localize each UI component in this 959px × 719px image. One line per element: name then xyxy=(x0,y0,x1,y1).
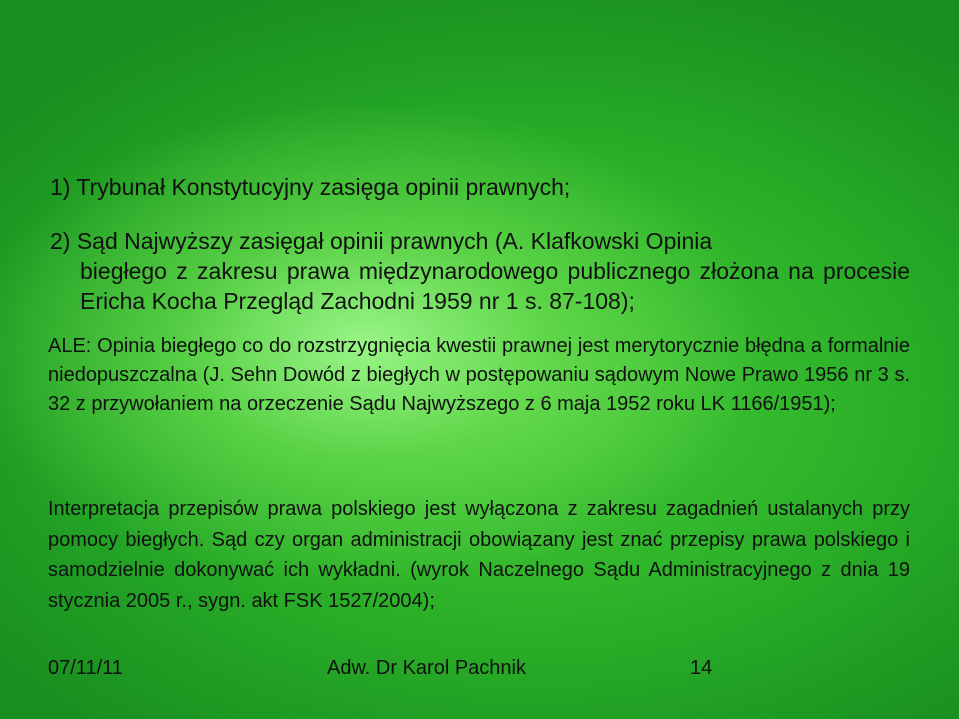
footer-page-number: 14 xyxy=(690,657,713,679)
list-item-1: 1) Trybunał Konstytucyjny zasięga opinii prawnych; xyxy=(50,174,571,200)
paragraph-ale: ALE: Opinia biegłego co do rozstrzygnięcia kwestii prawnej jest merytorycznie błędna a formalnie niedopuszczalna (J. Sehn Dowód z biegłych w postępowaniu sądowym Nowe Prawo 1956 nr 3 s. 32 z przywołaniem na orzeczenie Sądu Najwyższego z 6 maja 1952 roku LK 1166/1951); xyxy=(48,335,910,415)
footer-date: 07/11/11 xyxy=(48,657,123,679)
footer-author: Adw. Dr Karol Pachnik xyxy=(327,657,526,679)
list-item-2 xyxy=(50,226,910,316)
list-item-2-first-line: 2) Sąd Najwyższy zasięgał opinii prawnych (A. Klafkowski Opinia xyxy=(50,228,713,254)
paragraph-interpretacja: Interpretacja przepisów prawa polskiego jest wyłączona z zakresu zagadnień ustalanych przy pomocy biegłych. Sąd czy organ administracji obowiązany jest znać przepisy prawa polskiego i samodzielnie dokonywać ich wykładni. (wyrok Naczelnego Sądu Administracyjnego z dnia 19 stycznia 2005 r., sygn. akt FSK 1527/2004); xyxy=(48,498,910,612)
list-item-2-continuation: biegłego z zakresu prawa międzynarodowego publicznego złożona na procesie Ericha Kocha Przegląd Zachodni 1959 nr 1 s. 87-108); xyxy=(80,258,910,314)
